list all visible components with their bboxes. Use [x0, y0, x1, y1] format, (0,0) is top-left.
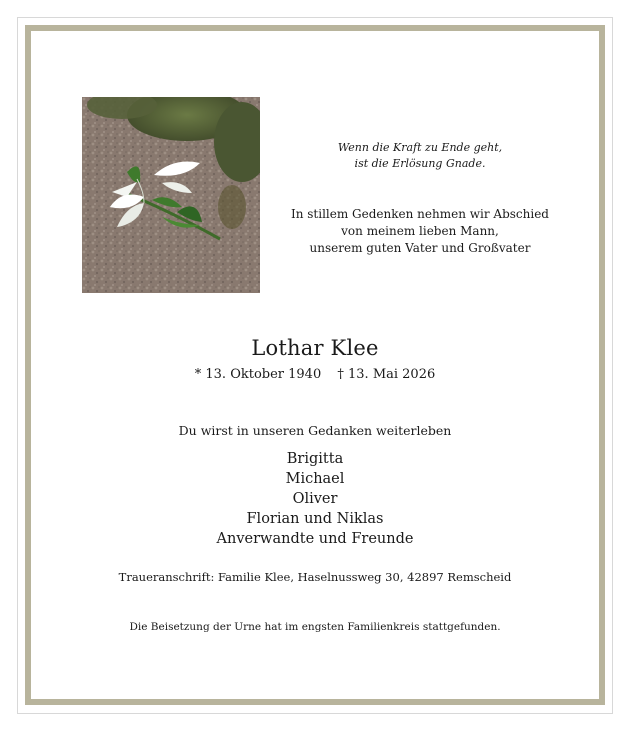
burial-note: Die Beisetzung der Urne hat im engsten Familienkreis stattgefunden.: [129, 621, 501, 633]
family-member: Florian und Niklas: [246, 511, 384, 527]
family-member: Oliver: [292, 491, 338, 507]
birth-date: * 13. Oktober 1940: [194, 367, 322, 382]
intro-line-1: In stillem Gedenken nehmen wir Abschied: [290, 207, 549, 221]
deceased-name: Lothar Klee: [251, 336, 379, 360]
quote-line-2: ist die Erlösung Gnade.: [354, 157, 486, 170]
death-date: † 13. Mai 2026: [337, 367, 436, 382]
family-member: Michael: [285, 471, 345, 487]
quote-block: [300, 140, 540, 172]
family-list: [0, 449, 630, 549]
intro-block: [290, 206, 550, 257]
life-dates: [0, 366, 630, 384]
mourning-address: Traueranschrift: Familie Klee, Haselnussweg 30, 42897 Remscheid: [118, 570, 512, 584]
lily-photo: [82, 97, 260, 293]
family-member: Anverwandte und Freunde: [216, 531, 414, 547]
intro-line-2: von meinem lieben Mann,: [341, 224, 499, 238]
family-member: Brigitta: [286, 451, 344, 467]
remember-line: Du wirst in unseren Gedanken weiterleben: [178, 423, 452, 438]
intro-line-3: unserem guten Vater und Großvater: [309, 241, 531, 255]
quote-line-1: Wenn die Kraft zu Ende geht,: [337, 141, 503, 154]
